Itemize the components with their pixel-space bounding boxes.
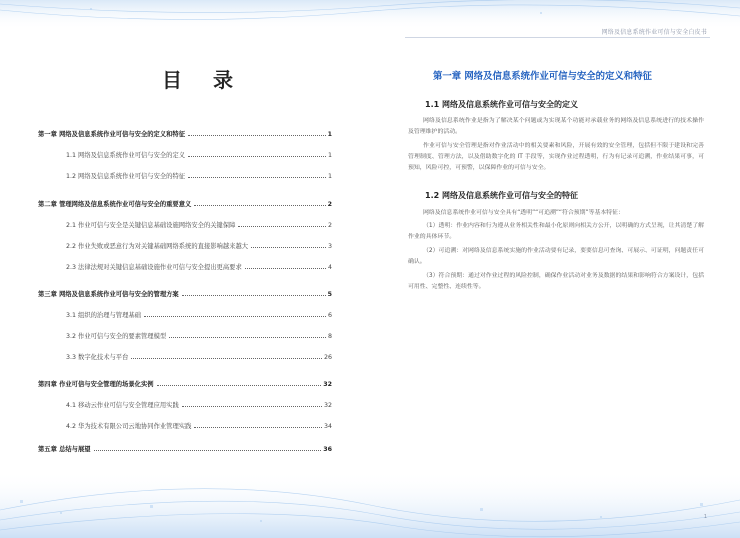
toc-entry-section-2-1[interactable] — [38, 217, 332, 229]
section-title-1-1: 1.1 网络及信息系统作业可信与安全的定义 — [425, 100, 578, 109]
toc-entry-label: 2.3 法律法规对关键信息基础设施作业可信与安全提出更高要求 — [66, 264, 242, 271]
toc-entry-label: 第五章 总结与展望 — [38, 446, 91, 453]
toc-leader-dots — [194, 205, 325, 206]
paragraph: 网络及信息系统作业是指为了解决某个问题或为实现某个功能对承载业务的网络及信息系统进行的技术操作及管理维护的活动。 — [408, 118, 704, 135]
page-number: 1 — [703, 514, 707, 520]
paragraph: （1）透明：作业内容和行为遵从业务相关性和最小化原则向相关方公开，以明确的方式呈现，让其清楚了解作业的具体环节。 — [408, 223, 704, 240]
toc-entry-page: 32 — [323, 381, 332, 388]
toc-entry-page: 5 — [327, 291, 332, 298]
toc-entry-page: 36 — [323, 446, 332, 453]
toc-entry-section-2-2[interactable] — [38, 238, 332, 250]
toc-entry-page: 2 — [327, 201, 332, 208]
toc-leader-dots — [188, 135, 326, 136]
paragraph: 作业可信与安全管理是指对作业活动中的相关要素和风险，开展有效的安全管理，包括但不限于建设和完善管理制度、管理方法，以及借助数字化的 IT 手段等，实现作业过程透明，行为有记录可追溯，作业结果可事，可预知，风险可控，可预警，以保障作业的可信与安全。 — [408, 143, 704, 171]
toc-entry-page: 4 — [327, 264, 332, 271]
toc-entry-label: 第一章 网络及信息系统作业可信与安全的定义和特征 — [38, 131, 186, 138]
running-header: 网络及信息系统作业可信与安全白皮书 — [601, 29, 707, 36]
toc-entry-section-1-2[interactable] — [38, 168, 332, 180]
toc-entry-label: 2.1 作业可信与安全是关键信息基础设施网络安全的关键保障 — [66, 222, 236, 229]
toc-entry-label: 4.2 华为技术有限公司云地协同作业管理实践 — [66, 423, 192, 430]
toc-entry-label: 1.1 网络及信息系统作业可信与安全的定义 — [66, 152, 186, 159]
toc-leader-dots — [188, 177, 326, 178]
toc-leader-dots — [182, 295, 326, 296]
toc-entry-page: 2 — [327, 222, 332, 229]
toc-entry-chapter-1[interactable] — [38, 126, 332, 138]
toc-leader-dots — [131, 358, 322, 359]
toc-entry-page: 32 — [323, 402, 332, 409]
toc-entry-page: 1 — [327, 152, 332, 159]
toc-entry-section-3-3[interactable] — [38, 349, 332, 361]
toc-entry-section-2-3[interactable] — [38, 259, 332, 271]
toc-entry-label: 3.2 作业可信与安全的要素管理模型 — [66, 333, 167, 340]
toc-leader-dots — [251, 247, 326, 248]
toc-entry-page: 26 — [323, 354, 332, 361]
toc-leader-dots — [238, 226, 326, 227]
toc-entry-page: 8 — [327, 333, 332, 340]
toc-entry-chapter-2[interactable] — [38, 196, 332, 208]
toc-entry-label: 3.1 组织的治理与管理基础 — [66, 312, 141, 319]
toc-entry-page: 3 — [327, 243, 332, 250]
toc-leader-dots — [182, 406, 322, 407]
toc-entry-chapter-4[interactable] — [38, 376, 332, 388]
toc-entry-section-3-1[interactable] — [38, 307, 332, 319]
header-divider — [405, 37, 710, 38]
paragraph: （2）可追溯：对网络及信息系统实施的作业活动要有记录，要要信息可查询、可展示、可证明，问题责任可确认。 — [408, 248, 704, 265]
toc-entry-page: 1 — [327, 131, 332, 138]
toc-leader-dots — [194, 427, 322, 428]
toc-entry-page: 34 — [323, 423, 332, 430]
toc-leader-dots — [94, 450, 322, 451]
paragraph: 网络及信息系统作业可信与安全具有“透明”“可追溯”“符合预期”等基本特征： — [423, 210, 624, 216]
toc-entry-section-3-2[interactable] — [38, 328, 332, 340]
toc-leader-dots — [188, 156, 326, 157]
toc-leader-dots — [144, 316, 326, 317]
toc-title: 目 录 — [162, 68, 245, 92]
toc-entry-page: 1 — [327, 173, 332, 180]
toc-entry-label: 第四章 作业可信与安全管理的场景化实例 — [38, 381, 154, 388]
toc-entry-chapter-5[interactable] — [38, 441, 332, 453]
toc-entry-label: 4.1 移动云作业可信与安全管理应用实践 — [66, 402, 179, 409]
toc-entry-chapter-3[interactable] — [38, 286, 332, 298]
section-title-1-2: 1.2 网络及信息系统作业可信与安全的特征 — [425, 191, 578, 200]
chapter-title: 第一章 网络及信息系统作业可信与安全的定义和特征 — [433, 71, 652, 82]
toc-entry-section-4-1[interactable] — [38, 397, 332, 409]
toc-entry-label: 第二章 管理网络及信息系统作业可信与安全的重要意义 — [38, 201, 192, 208]
toc-leader-dots — [157, 385, 322, 386]
toc-entry-section-4-2[interactable] — [38, 418, 332, 430]
toc-entry-label: 1.2 网络及信息系统作业可信与安全的特征 — [66, 173, 186, 180]
toc-entry-label: 3.3 数字化技术与平台 — [66, 354, 129, 361]
toc-entry-label: 2.2 作业失败或恶意行为对关键基础网络系统的直接影响越来越大 — [66, 243, 249, 250]
toc-entry-section-1-1[interactable] — [38, 147, 332, 159]
toc-leader-dots — [245, 268, 326, 269]
paragraph: （3）符合预期：通过对作业过程的风险控制，确保作业活动对业务及数据的结果和影响符合方案设计，包括可用性、完整性、连续性等。 — [408, 273, 704, 290]
toc-entry-label: 第三章 网络及信息系统作业可信与安全的管理方案 — [38, 291, 179, 298]
toc-entry-page: 6 — [327, 312, 332, 319]
toc-leader-dots — [169, 337, 326, 338]
